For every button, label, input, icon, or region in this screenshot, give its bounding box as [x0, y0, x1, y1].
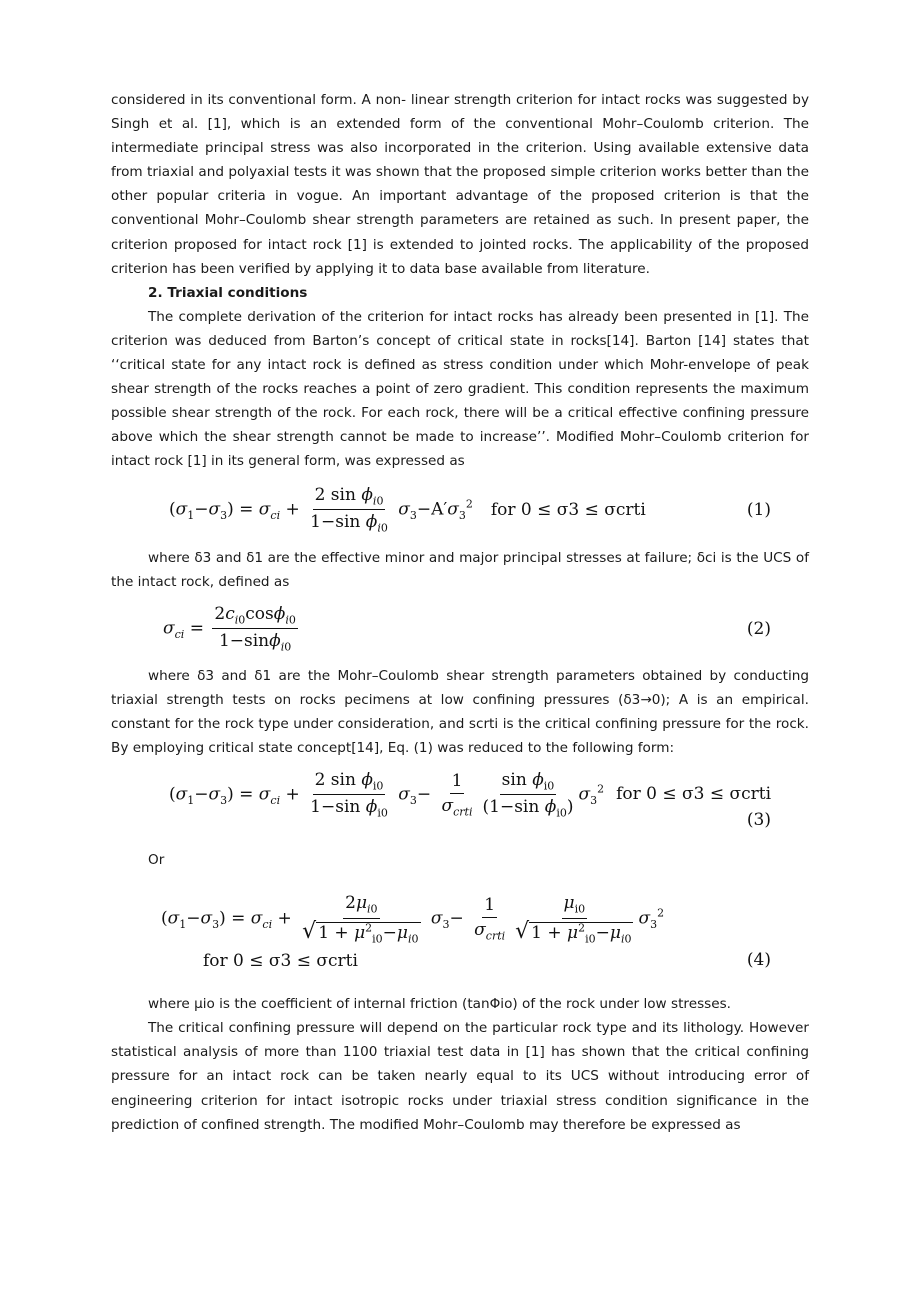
equation-1-condition: for 0 ≤ σ3 ≤ σcrti: [490, 499, 646, 520]
equation-4-body: $(\sigma_1-\sigma_3) = \sigma_{ci}$ + $\frac{2\mu_{i0}}{√ 1 + \mu^2_{i0}-\mu_{i0}}$ $\sigma_3-$ $\frac{1}{\sigma_{crti}}$ $\frac{\mu_{i0}}{√ 1 + \mu^2_{i0}-\mu_{i0}}$ $\sigma_3^2$: [161, 893, 665, 946]
equation-1-number: (1): [746, 499, 771, 520]
equation-1-body: $(\sigma_1-\sigma_3) = \sigma_{ci}$ + $\frac{2 \sin \phi_{i0}}{1-\sin \phi_{i0}}$ $\sigma_3-A'\sigma_3^2$: [169, 484, 473, 535]
equation-4: [111, 872, 809, 992]
equation-2: [111, 594, 809, 664]
paragraph-where-1: where δ3 and δ1 are the effective minor and major principal stresses at failure; δci is the UCS of the intact rock, defined as: [111, 549, 809, 590]
paragraph-or: Or: [148, 852, 165, 869]
paragraph-where-2: where δ3 and δ1 are the Mohr–Coulomb shear strength parameters obtained by conducting triaxial strength tests on rocks pecimens at low confining pressures (δ3→0); A is an empirical. constant for the rock type under consideration, and scrti is the critical confining pressure for the rock. By employing critical state concept[14], Eq. (1) was reduced to the following form:: [111, 667, 809, 756]
equation-3-body: $(\sigma_1-\sigma_3) = \sigma_{ci}$ + $\frac{2 \sin \phi_{i0}}{1-\sin \phi_{i0}}$ $\sigma_3-$ $\frac{1}{\sigma_{crti}}$ $\frac{\sin \phi_{i0}}{(1-\sin \phi_{i0})}$ $\sigma_3^2$: [169, 770, 605, 820]
equation-4-number: (4): [746, 950, 771, 971]
section-heading: 2. Triaxial conditions: [148, 284, 308, 301]
equation-3-number: (3): [746, 810, 771, 831]
paragraph-derivation: The complete derivation of the criterion for intact rocks has already been presented in [1]. The criterion was deduced from Barton’s concept of critical state in rocks[14]. Barton [14] states that ‘‘critical state for any intact rock is defined as stress condition under which Mohr-envelope of peak shear strength of the rocks reaches a point of zero gradient. This condition represents the maximum possible shear strength of the rock. For each rock, there will be a critical effective confining pressure above which the shear strength cannot be made to increase’’. Modified Mohr–Coulomb criterion for intact rock [1] in its general form, was expressed as: [111, 308, 809, 470]
equation-3-condition: for 0 ≤ σ3 ≤ σcrti: [616, 784, 772, 805]
paper-page: [111, 88, 809, 1137]
equation-2-body: $\sigma_{ci}$ = $\frac{2c_{i0}\cos\phi_{i0}}{1-\sin\phi_{i0}}$: [163, 603, 296, 654]
equation-2-number: (2): [746, 618, 771, 639]
equation-1: [111, 474, 809, 546]
paragraph-where-3: where μio is the coefficient of internal friction (tanΦio) of the rock under low stresses.: [148, 996, 731, 1013]
paragraph-intro: considered in its conventional form. A non- linear strength criterion for intact rocks was suggested by Singh et al. [1], which is an extended form of the conventional Mohr–Coulomb criterion. The intermediate principal stress was also incorporated in the criterion. Using available extensive data from triaxial and polyaxial tests it was shown that the proposed simple criterion works better than the other popular criteria in vogue. An important advantage of the proposed criterion is that the conventional Mohr–Coulomb shear strength parameters are retained as such. In present paper, the criterion proposed for intact rock [1] is extended to jointed rocks. The applicability of the proposed criterion has been verified by applying it to data base available from literature.: [111, 92, 809, 277]
equation-4-condition: for 0 ≤ σ3 ≤ σcrti: [203, 951, 358, 972]
equation-3: [111, 760, 809, 840]
paragraph-critical-pressure: The critical confining pressure will depend on the particular rock type and its lithology. However statistical analysis of more than 1100 triaxial test data in [1] has shown that the critical confining pressure for an intact rock can be taken nearly equal to its UCS without introducing error of engineering criterion for intact isotropic rocks under triaxial stress condition significance in the prediction of confined strength. The modified Mohr–Coulomb may therefore be expressed as: [111, 1020, 809, 1133]
